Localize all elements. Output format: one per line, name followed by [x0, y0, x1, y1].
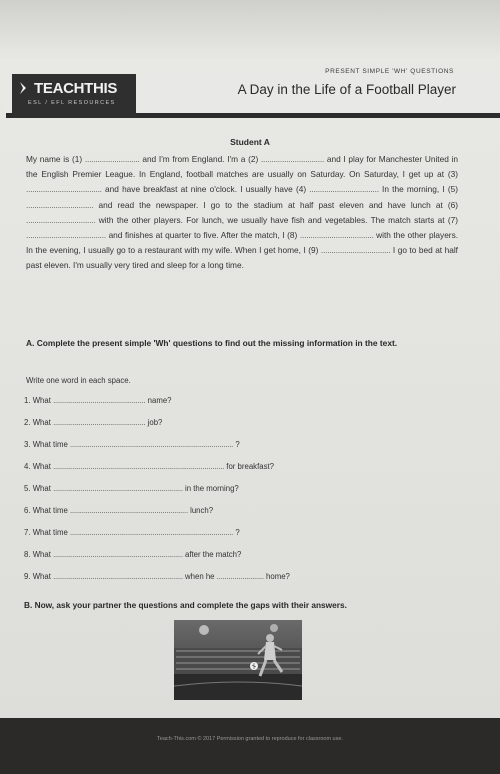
student-label: Student A	[230, 137, 270, 147]
answer-gap[interactable]: ........................	[216, 572, 264, 581]
answer-gap[interactable]: ..................................................................	[53, 572, 183, 581]
logo-text: TEACHTHIS	[34, 80, 118, 97]
gap-4: .................................	[309, 184, 379, 195]
gap-6: .................................	[26, 214, 96, 225]
passage-text: and have breakfast at nine o'clock. I usually have (4)	[105, 184, 307, 195]
gap-1: ..........................	[84, 154, 140, 164]
gap-8: ...................................	[299, 230, 374, 241]
question-item: 8. What .................................................................. after the match?	[24, 550, 242, 559]
passage-text: and I'm from England. I'm a (2)	[142, 154, 259, 164]
passage-text: with the other players. In the evening, I usually go to a restaurant with my wife. When I get home, I (9)	[26, 230, 459, 256]
gap-3: ....................................	[26, 184, 102, 195]
gap-9: .................................	[320, 245, 391, 256]
passage-text: I go to bed at half past eleven. I'm usually very tired and sleep for a long time.	[26, 245, 458, 271]
answer-gap[interactable]: .......................................................................................	[53, 462, 225, 471]
answer-gap[interactable]: ...................................................................................	[69, 528, 234, 537]
worksheet-header	[6, 48, 500, 126]
section-a-instruction: Write one word in each space.	[26, 376, 131, 385]
question-item: 2. What ............................................... job?	[24, 418, 163, 427]
question-item: 1. What ............................................... name?	[24, 396, 172, 405]
football-player-photo	[174, 620, 302, 700]
passage-text: In the morning, I (5)	[382, 184, 459, 195]
worksheet-title: A Day in the Life of a Football Player	[237, 82, 456, 97]
answer-gap[interactable]: ..................................................................	[53, 484, 183, 493]
worksheet-kicker: PRESENT SIMPLE 'WH' QUESTIONS	[325, 68, 454, 75]
answer-gap[interactable]: ...................................................................................	[69, 440, 234, 449]
question-item: 3. What time ................................................................................... ?	[24, 440, 240, 449]
passage-text: and I play for Manchester United in the English Premier League. In England, football matches are usually on Saturday. On Saturday, I get up at (3)	[26, 154, 459, 180]
section-b-heading: B. Now, ask your partner the questions and complete the gaps with their answers.	[24, 600, 347, 610]
question-item: 9. What .................................................................. when he ........................ home?	[24, 572, 290, 581]
answer-gap[interactable]: ...............................................	[53, 418, 146, 427]
answer-gap[interactable]: ............................................................	[69, 506, 188, 515]
section-a-heading: A. Complete the present simple 'Wh' questions to find out the missing information in the text.	[26, 338, 398, 348]
reading-passage	[26, 152, 458, 274]
logo-chevron-icon	[20, 82, 30, 94]
passage-text: My name is (1)	[26, 154, 83, 164]
gap-7: ......................................	[26, 230, 106, 241]
answer-gap[interactable]: ...............................................	[53, 396, 146, 405]
answer-gap[interactable]: ..................................................................	[53, 550, 183, 559]
question-item: 5. What .................................................................. in the morning?	[24, 484, 239, 493]
question-item: 4. What ....................................................................................... for breakfast?	[24, 462, 274, 471]
footer-bar	[0, 718, 500, 774]
question-item: 7. What time ................................................................................... ?	[24, 528, 240, 537]
question-item: 6. What time ............................................................ lunch?	[24, 506, 214, 515]
passage-text: and finishes at quarter to five. After the match, I (8)	[108, 230, 298, 241]
gap-2: ..............................	[260, 154, 325, 164]
footer-copyright: Teach-This.com © 2017 Permission granted to reproduce for classroom use.	[157, 736, 343, 742]
logo-subtitle: ESL / EFL RESOURCES	[28, 100, 116, 106]
passage-text: and read the newspaper. I go to the stadium at half past eleven and have lunch at (6)	[98, 199, 458, 210]
gap-5: ................................	[26, 199, 94, 210]
passage-text: with the other players. For lunch, we usually have fish and vegetables. The match starts at (7)	[98, 214, 458, 225]
